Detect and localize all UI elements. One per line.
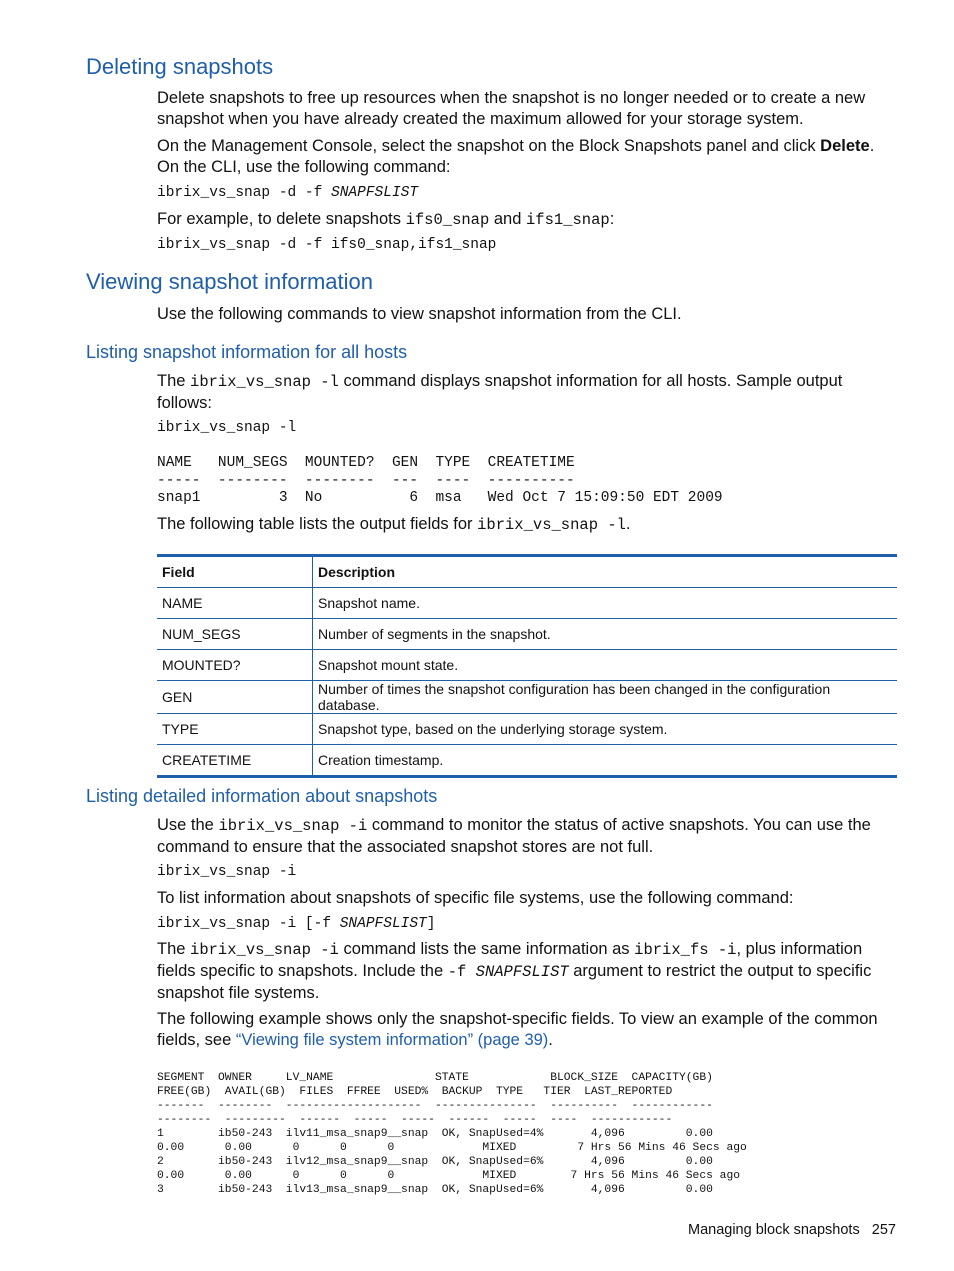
code-text: ibrix_vs_snap -i [-f [157, 916, 340, 932]
page-number: 257 [871, 1222, 896, 1238]
heading-listing-all-hosts: Listing snapshot information for all hosts [86, 342, 408, 362]
inline-code: ibrix_vs_snap -l [477, 516, 626, 534]
code-arg: SNAPFSLIST [339, 916, 427, 932]
text: command lists the same information as [338, 940, 635, 958]
table-cell-field: MOUNTED? [157, 650, 313, 681]
table-row [157, 681, 897, 714]
table-cell-description: Snapshot type, based on the underlying storage system. [313, 714, 898, 745]
paragraph [157, 815, 897, 858]
table-row [157, 619, 897, 650]
heading-viewing-snapshot-information: Viewing snapshot information [86, 269, 373, 294]
text: Use the [157, 816, 219, 834]
inline-code: ibrix_vs_snap -l [190, 373, 339, 391]
table-cell-description: Creation timestamp. [313, 745, 898, 777]
paragraph: Use the following commands to view snapshot information from the CLI. [157, 305, 682, 323]
paragraph [157, 939, 897, 1004]
table-cell-description: Snapshot mount state. [313, 650, 898, 681]
heading-deleting-snapshots: Deleting snapshots [86, 54, 274, 79]
text: . [548, 1031, 553, 1049]
text: command to monitor the status of active snapshots. You can use the command to ensure that the associated snapshot stores are not full. [157, 816, 871, 856]
cross-reference-link[interactable]: “Viewing file system information” (page 39) [235, 1031, 549, 1049]
paragraph [157, 136, 897, 178]
sample-output: ibrix_vs_snap -l NAME NUM_SEGS MOUNTED? GEN TYPE CREATETIME ----- -------- -------- --- ---- ---------- snap1 3 No 6 msa Wed Oct 7 15:09:50 EDT 2009 [157, 420, 723, 506]
inline-code: ibrix_vs_snap -i [190, 941, 339, 959]
text: For example, to delete snapshots [157, 210, 406, 228]
table-row [157, 745, 897, 777]
code-line: ibrix_vs_snap -i [157, 864, 297, 880]
bold-text: Delete [820, 137, 870, 155]
text: argument to restrict the output to specific snapshot file systems. [157, 962, 872, 1002]
text: The following example shows only the snapshot-specific fields. To view an example of the common fields, see [157, 1010, 878, 1049]
inline-code: ifs0_snap [405, 211, 490, 229]
text: command displays snapshot information for all hosts. Sample output follows: [157, 372, 843, 412]
table-row [157, 588, 897, 619]
table-cell-field: TYPE [157, 714, 313, 745]
table-cell-description: Snapshot name. [313, 588, 898, 619]
heading-listing-detailed-information: Listing detailed information about snapshots [86, 786, 438, 806]
table-cell-field: NAME [157, 588, 313, 619]
text: . On the CLI, use the following command: [157, 137, 875, 176]
code-arg: SNAPFSLIST [331, 185, 419, 201]
inline-code: -f [447, 963, 476, 981]
table-cell-description: Number of times the snapshot configuration has been changed in the configuration database. [313, 681, 898, 714]
code-text: ibrix_vs_snap -d -f [157, 185, 332, 201]
sample-output: SEGMENT OWNER LV_NAME STATE BLOCK_SIZE CAPACITY(GB) FREE(GB) AVAIL(GB) FILES FFREE USED% BACKUP TYPE TIER LAST_REPORTED ------- -------- -------------------- --------------- ---------- ------------ -------- --------- ------ ----- ----- ------ ----- ---- ------------ 1 ib50-243 ilv11_msa_snap9__snap OK, SnapUsed=4% 4,096 0.00 0.00 0.00 0 0 0 MIXED 7 Hrs 56 Mins 46 Secs ago 2 ib50-243 ilv12_msa_snap9__snap OK, SnapUsed=6% 4,096 0.00 0.00 0.00 0 0 0 MIXED 7 Hrs 56 Mins 46 Secs ago 3 ib50-243 ilv13_msa_snap9__snap OK, SnapUsed=6% 4,096 0.00 [157, 1072, 747, 1196]
text: The following table lists the output fields for [157, 515, 478, 533]
paragraph [157, 209, 897, 231]
inline-code: ibrix_fs -i [634, 941, 737, 959]
text: : [609, 210, 615, 228]
text: The [157, 372, 191, 390]
text: and [489, 210, 526, 228]
paragraph [157, 1009, 897, 1051]
paragraph: To list information about snapshots of specific file systems, use the following command: [157, 889, 794, 907]
code-line [157, 185, 418, 203]
table-header-cell: Description [313, 556, 898, 588]
table-cell-field: CREATETIME [157, 745, 313, 777]
code-line [157, 916, 435, 934]
page-footer [688, 1222, 896, 1238]
output-fields-table [157, 554, 897, 778]
code-line: ibrix_vs_snap -d -f ifs0_snap,ifs1_snap [157, 237, 497, 253]
inline-code: ibrix_vs_snap -i [218, 817, 368, 835]
code-text: ] [426, 916, 436, 932]
paragraph: Delete snapshots to free up resources when the snapshot is no longer needed or to create a new snapshot when you have already created the maximum allowed for your storage system. [157, 89, 866, 128]
text: On the Management Console, select the snapshot on the Block Snapshots panel and click [157, 137, 821, 155]
table-row [157, 714, 897, 745]
table-cell-field: GEN [157, 681, 313, 714]
inline-code: ifs1_snap [525, 211, 610, 229]
footer-section-title: Managing block snapshots [688, 1222, 860, 1238]
text: The [157, 940, 191, 958]
table-row [157, 650, 897, 681]
table-cell-description: Number of segments in the snapshot. [313, 619, 898, 650]
table-cell-field: NUM_SEGS [157, 619, 313, 650]
text: , plus information fields specific to snapshots. Include the [157, 940, 863, 980]
paragraph [157, 514, 897, 536]
table-header-cell: Field [157, 556, 313, 588]
inline-code-arg: SNAPFSLIST [475, 963, 569, 981]
table-header-row [157, 556, 897, 588]
paragraph [157, 371, 897, 414]
text: . [625, 515, 631, 533]
